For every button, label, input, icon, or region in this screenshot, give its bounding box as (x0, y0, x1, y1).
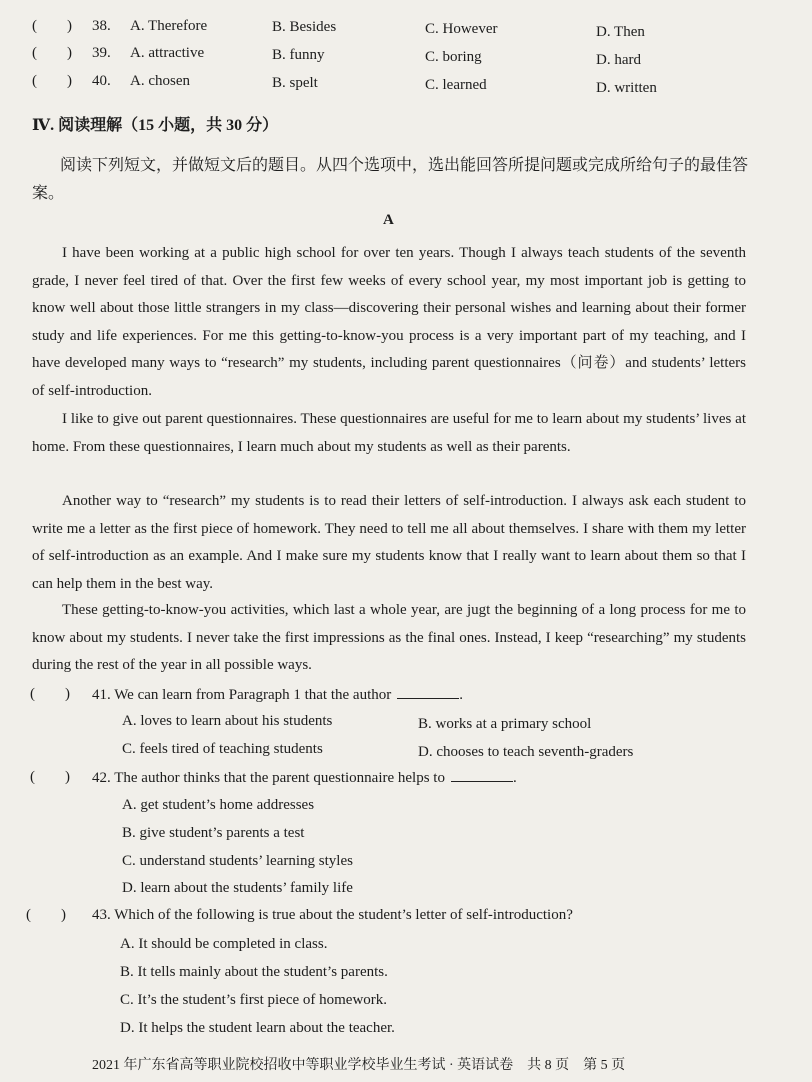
answer-blank (397, 684, 459, 699)
answer-paren: ( ) (30, 769, 70, 785)
option-b: B. give student’s parents a test (122, 825, 305, 841)
passage-title: A (383, 212, 394, 228)
answer-paren: ( ) (30, 686, 70, 702)
option-c: C. It’s the student’s first piece of homework. (120, 992, 388, 1008)
option-c: C. However (425, 21, 498, 37)
option-c: C. boring (425, 49, 482, 65)
passage-paragraph-3: Another way to “research” my students is to read their letters of self-introduction. I always ask each student to write me a letter as the first piece of homework. They need to tell me all about themselves. I share with them my letter of self-introduction as an example. And I make sure my students know that I really want to learn about them so that I can help them in the best way. (32, 493, 746, 592)
question-stem-text: 42. The author thinks that the parent questionnaire helps to (92, 770, 445, 786)
option-c: C. understand students’ learning styles (122, 853, 353, 869)
option-c: C. learned (425, 77, 487, 93)
option-d: D. Then (596, 24, 645, 40)
answer-paren: ( ) (32, 73, 72, 89)
question-number: 38. (92, 18, 111, 34)
option-c: C. feels tired of teaching students (122, 741, 323, 757)
question-stem: 41. We can learn from Paragraph 1 that the author . (92, 684, 463, 705)
option-a: A. chosen (130, 73, 190, 89)
section-title: Ⅳ. 阅读理解（15 小题，共 30 分） (32, 117, 279, 134)
question-stem: 43. Which of the following is true about the student’s letter of self-introduction? (92, 907, 573, 923)
option-a: A. Therefore (130, 18, 208, 34)
option-a: A. attractive (130, 45, 205, 61)
option-b: B. Besides (272, 19, 337, 35)
option-b: B. works at a primary school (418, 716, 592, 732)
section-instruction: 阅读下列短文，并做短文后的题目。从四个选项中，选出能回答所提问题或完成所给句子的最佳答案。 (32, 157, 749, 202)
option-d: D. chooses to teach seventh-graders (418, 744, 634, 760)
option-d: D. hard (596, 52, 641, 68)
answer-blank (451, 767, 513, 782)
option-a: A. loves to learn about his students (122, 713, 333, 729)
page-footer: 2021 年广东省高等职业院校招收中等职业学校毕业生考试 · 英语试卷 共 8 页 第 5 页 (92, 1058, 626, 1073)
question-stem: 42. The author thinks that the parent questionnaire helps to . (92, 767, 517, 788)
passage-paragraph-1: I have been working at a public high school for over ten years. Though I always teach students of the seventh grade, I never feel tired of that. Over the first few weeks of every school year, my most important job is getting to know well about those little strangers in my class—discovering their personal wishes and learning about their former study and life experiences. For me this getting-to-know-you process is a very important part of my teaching, and I have developed many ways to “research” my students, including parent questionnaires（问卷）and students’ letters of self-introduction. (32, 245, 746, 399)
option-a: A. It should be completed in class. (120, 936, 328, 952)
question-number: 39. (92, 45, 111, 61)
option-d: D. written (596, 80, 657, 96)
option-d: D. learn about the students’ family life (122, 880, 353, 896)
option-b: B. funny (272, 47, 325, 63)
option-a: A. get student’s home addresses (122, 797, 315, 813)
passage-paragraph-2: I like to give out parent questionnaires. These questionnaires are useful for me to learn about my students’ lives at home. From these questionnaires, I learn much about my students as well as their parents. (32, 411, 746, 455)
option-b: B. It tells mainly about the student’s parents. (120, 964, 388, 980)
answer-paren: ( ) (32, 18, 72, 34)
passage-paragraph-4: These getting-to-know-you activities, which last a whole year, are jugt the beginning of a long process for me to know about my students. I never take the first impressions as the final ones. Instead, I keep “researching” my students during the rest of the year in all possible ways. (32, 602, 746, 673)
option-b: B. spelt (272, 75, 318, 91)
answer-paren: ( ) (26, 907, 66, 923)
answer-paren: ( ) (32, 45, 72, 61)
question-number: 40. (92, 73, 111, 89)
question-stem-text: 41. We can learn from Paragraph 1 that the author (92, 687, 392, 703)
option-d: D. It helps the student learn about the teacher. (120, 1020, 395, 1036)
